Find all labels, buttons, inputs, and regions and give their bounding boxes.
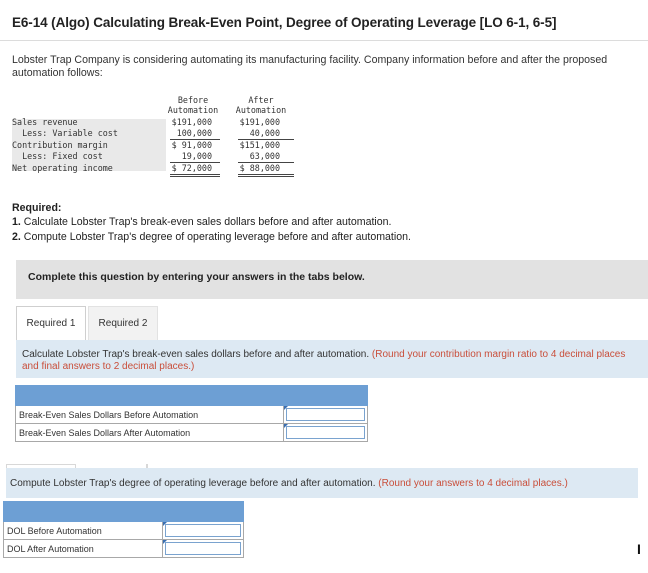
dol-before-label: DOL Before Automation: [4, 522, 163, 540]
row-label-variable: Less: Variable cost: [12, 128, 118, 138]
row-label-net-income: Net operating income: [12, 163, 113, 173]
break-even-before-label: Break-Even Sales Dollars Before Automation: [16, 406, 284, 424]
variable-after: 40,000: [249, 128, 280, 138]
break-even-answer-table: [15, 385, 368, 442]
fixed-before: 19,000: [181, 151, 212, 161]
net-income-before: $ 72,000: [171, 163, 212, 173]
instruction-banner-text: Complete this question by entering your answers in the tabs below.: [28, 271, 365, 283]
break-even-after-label: Break-Even Sales Dollars After Automation: [16, 424, 284, 442]
required-item-2: 2. Compute Lobster Trap's degree of operating leverage before and after automation.: [12, 231, 411, 243]
sales-after: $191,000: [239, 117, 280, 127]
dol-after-input[interactable]: [162, 540, 243, 558]
required-1-rounding-hint: (Round your contribution margin ratio to 4 decimal places and final answers to 2 decimal places.): [22, 349, 626, 372]
sales-before: $191,000: [171, 117, 212, 127]
dol-after-label: DOL After Automation: [4, 540, 163, 558]
dol-answer-table: [3, 501, 244, 558]
page-title: E6-14 (Algo) Calculating Break-Even Point, Degree of Operating Leverage [LO 6-1, 6-5]: [12, 15, 557, 30]
table-row: [16, 424, 368, 442]
problem-intro: Lobster Trap Company is considering automating its manufacturing facility. Company information before and after the proposed automation follows:: [12, 54, 608, 79]
contribution-before: $ 91,000: [171, 140, 212, 150]
tab-required-2[interactable]: Required 2: [88, 306, 158, 340]
dol-before-input[interactable]: [162, 522, 243, 540]
before-header: Before Automation: [167, 95, 219, 115]
text-cursor-icon: I: [637, 541, 641, 557]
title-divider: [0, 40, 648, 41]
after-header: After Automation: [235, 95, 287, 115]
required-item-1: 1. Calculate Lobster Trap's break-even sales dollars before and after automation.: [12, 216, 392, 228]
row-label-contribution: Contribution margin: [12, 140, 108, 150]
required-2-instruction: Compute Lobster Trap's degree of operating leverage before and after automation. (Round your answers to 4 decimal places.): [10, 478, 568, 489]
company-info-table: [12, 93, 295, 176]
table-row: [4, 522, 244, 540]
variable-before: 100,000: [176, 128, 212, 138]
required-heading: Required:: [12, 202, 62, 214]
row-label-sales: Sales revenue: [12, 117, 78, 127]
contribution-after: $151,000: [239, 140, 280, 150]
required-1-instruction: Calculate Lobster Trap's break-even sales dollars before and after automation. (Round your contribution margin ratio to 4 decimal places and final answers to 2 decimal places.): [22, 349, 626, 372]
break-even-before-input[interactable]: [284, 406, 368, 424]
net-income-after: $ 88,000: [239, 163, 280, 173]
break-even-after-input[interactable]: [284, 424, 368, 442]
required-2-rounding-hint: (Round your answers to 4 decimal places.): [378, 478, 568, 489]
row-label-fixed: Less: Fixed cost: [12, 151, 103, 161]
table-row: [4, 540, 244, 558]
tab-required-1[interactable]: Required 1: [16, 306, 86, 340]
fixed-after: 63,000: [249, 151, 280, 161]
table-row: [16, 406, 368, 424]
